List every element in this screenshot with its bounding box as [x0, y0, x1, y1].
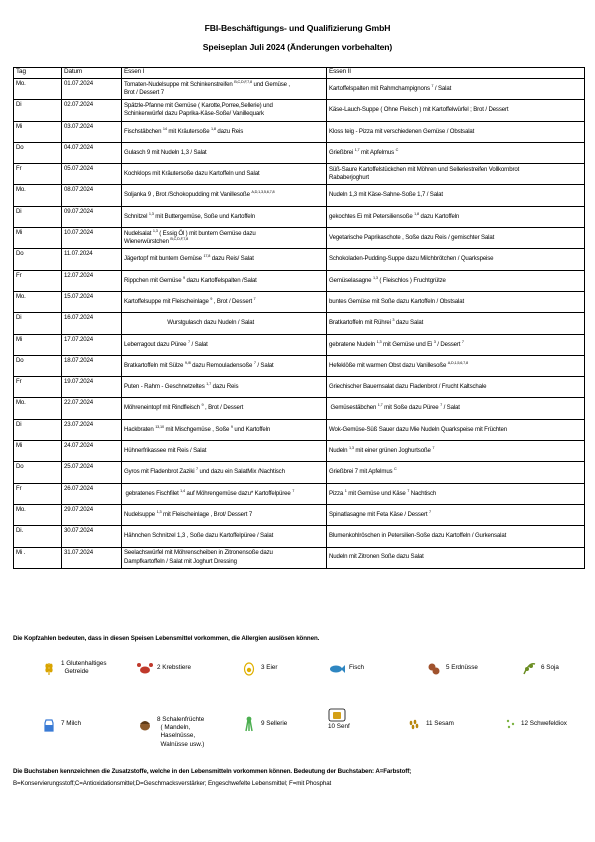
meal-2-cell: Nudeln $^{1,3}$ mit einer grünen Joghurtsoße $^7$: [327, 441, 585, 462]
day-cell: Mi: [14, 121, 62, 142]
table-row: [14, 206, 585, 227]
day-cell: Mo.: [14, 185, 62, 206]
meal-2-cell: Nudeln 1,3 mit Käse-Sahne-Soße 1,7 / Salat: [327, 185, 585, 206]
nut-icon: [136, 716, 154, 732]
day-cell: Di: [14, 206, 62, 227]
date-cell: 10.07.2024: [62, 228, 122, 249]
date-cell: 30.07.2024: [62, 526, 122, 547]
celery-icon: [240, 716, 258, 732]
table-row: [14, 355, 585, 376]
day-cell: Mi .: [14, 547, 62, 568]
date-cell: 29.07.2024: [62, 504, 122, 525]
meal-1-cell: Hähnchen Schnitzel 1,3 , Soße dazu Kartoffelpüree / Salat: [122, 526, 327, 547]
date-cell: 17.07.2024: [62, 334, 122, 355]
day-cell: Do: [14, 462, 62, 483]
table-header-row: [14, 68, 585, 79]
meal-1-cell: Hackbraten $^{13,10}$ mit Mischgemüse , Soße $^9$ und Kartoffeln: [122, 419, 327, 440]
meal-1-cell: Gyros mit Fladenbrot Zaziki $^7$ und dazu ein SalatMix /Nachtisch: [122, 462, 327, 483]
additives-note: Die Buchstaben kennzeichnen die Zusatzstoffe, welche in den Lebensmitteln vorkommen können. Bedeutung der Buchstaben: A=Farbstoff;: [13, 768, 412, 775]
date-cell: 05.07.2024: [62, 164, 122, 185]
meal-2-cell: Süß-Saure Kartoffelstückchen mit Möhren und Selleriestreifen Vollkornbrot Rababerjoghurt: [327, 164, 585, 185]
column-header-date: Datum: [62, 68, 122, 79]
table-row: [14, 398, 585, 419]
day-cell: Mi: [14, 334, 62, 355]
sulfite-icon: [500, 716, 518, 732]
allergen-label: 2 Krebstiere: [157, 663, 191, 671]
day-cell: Mo.: [14, 79, 62, 100]
day-cell: Fr: [14, 483, 62, 504]
table-row: [14, 142, 585, 163]
date-cell: 01.07.2024: [62, 79, 122, 100]
meal-1-cell: Schnitzel $^{1,3}$ mit Buttergemüse, Soße und Kartoffeln: [122, 206, 327, 227]
meal-1-cell: Seelachswürfel mit Möhrenscheiben in Zitronensoße dazu Dampfkartoffeln / Salat mit Joghurt Dressing: [122, 547, 327, 568]
allergen-item: [240, 716, 287, 732]
meal-1-cell: Hühnerfrikassee mit Reis / Salat: [122, 441, 327, 462]
milk-icon: [40, 716, 58, 732]
table-row: [14, 291, 585, 312]
allergen-label: 9 Sellerie: [261, 719, 288, 727]
meal-1-cell: gebratenes Fischfilet $^{1,4}$ auf Möhrengemüse dazu* Kartoffelpüree $^7$: [122, 483, 327, 504]
additives-legend: B=Konservierungsstoff;C=Antioxidationsmittel;D=Geschmacksverstärker; Engeschwefelte Lebensmittel; F=mit Phosphat: [13, 780, 332, 787]
meal-1-cell: Tomaten-Nudelsuppe mit Schinkenstreifen $^{B,C,D,F,7,8}$ und Gemüse , Brot / Dessert 7: [122, 79, 327, 100]
meal-2-cell: Vegetarische Paprikaschote , Soße dazu Reis / gemischter Salat: [327, 228, 585, 249]
meal-1-cell: Gulasch 9 mit Nudeln 1,3 / Salat: [122, 142, 327, 163]
day-cell: Di.: [14, 526, 62, 547]
day-cell: Do: [14, 142, 62, 163]
day-cell: Fr: [14, 270, 62, 291]
date-cell: 24.07.2024: [62, 441, 122, 462]
table-row: [14, 504, 585, 525]
table-row: [14, 228, 585, 249]
allergen-item: [136, 716, 204, 749]
allergen-item: [240, 660, 277, 676]
meal-1-cell: Rippchen mit Gemüse $^9$ dazu Kartoffelspalten /Salat: [122, 270, 327, 291]
date-cell: 26.07.2024: [62, 483, 122, 504]
meal-2-cell: Hefeklöße mit warmen Obst dazu Vanillesoße $^{A,D,1,5,6,7,8}$: [327, 355, 585, 376]
allergen-note: Die Kopfzahlen bedeuten, dass in diesen Speisen Lebensmittel vorkommen, die Allergien auslösen können.: [13, 635, 320, 642]
meal-2-cell: Schokoladen-Pudding-Suppe dazu Milchbrötchen / Quarkspeise: [327, 249, 585, 270]
table-row: [14, 270, 585, 291]
allergen-item: [328, 707, 350, 731]
allergen-item: [40, 660, 107, 676]
day-cell: Mi: [14, 441, 62, 462]
meal-2-cell: Bratkartoffeln mit Rührei $^3$ dazu Salat: [327, 313, 585, 334]
allergen-item: [136, 660, 191, 676]
date-cell: 02.07.2024: [62, 100, 122, 121]
menu-table: [13, 67, 585, 569]
allergen-label: 7 Milch: [61, 719, 81, 727]
date-cell: 11.07.2024: [62, 249, 122, 270]
allergen-label: 1 Glutenhaltiges Getreide: [61, 660, 107, 676]
table-row: [14, 334, 585, 355]
meal-2-cell: Griechischer Bauernsalat dazu Fladenbrot / Frucht Kaltschale: [327, 377, 585, 398]
table-row: [14, 79, 585, 100]
allergen-label: 12 Schwefeldiox: [521, 719, 567, 727]
allergen-item: [520, 660, 559, 676]
meal-1-cell: Nudelsalat $^{1,3}$ ( Essig Öl ) mit buntem Gemüse dazu Wienerwürstchen $^{B,C,D,F,7,8}$: [122, 228, 327, 249]
day-cell: Do: [14, 355, 62, 376]
allergen-label: 3 Eier: [261, 663, 278, 671]
crab-icon: [136, 660, 154, 676]
table-row: [14, 526, 585, 547]
column-header-day: Tag: [14, 68, 62, 79]
meal-1-cell: Nudelsuppe $^{1,3}$ mit Fleischeinlage , Brot/ Dessert 7: [122, 504, 327, 525]
meal-1-cell: Fischstäbchen $^{14}$ mit Kräutersoße $^{1,8}$ dazu Reis: [122, 121, 327, 142]
table-row: [14, 185, 585, 206]
table-row: [14, 441, 585, 462]
soy-icon: [520, 660, 538, 676]
meal-2-cell: Blumenkohlröschen in Petersilien-Soße dazu Kartoffeln / Gurkensalat: [327, 526, 585, 547]
meal-1-cell: Puten - Rahm - Geschnetzeltes $^{1,7}$ dazu Reis: [122, 377, 327, 398]
table-row: [14, 121, 585, 142]
meal-1-cell: Leberragout dazu Püree $^7$ / Salat: [122, 334, 327, 355]
table-row: [14, 547, 585, 568]
table-row: [14, 100, 585, 121]
allergen-item: [328, 660, 364, 676]
meal-2-cell: Gemüsestäbchen $^{1,7}$ mit Soße dazu Püree $^7$ / Salat: [327, 398, 585, 419]
egg-icon: [240, 660, 258, 676]
date-cell: 04.07.2024: [62, 142, 122, 163]
allergen-label: 8 Schalenfrüchte ( Mandeln, Haselnüsse, Walnüsse usw.): [157, 716, 205, 748]
allergen-item: [425, 660, 478, 676]
day-cell: Fr: [14, 377, 62, 398]
day-cell: Di: [14, 313, 62, 334]
meal-1-cell: Jägertopf mit buntem Gemüse $^{17,8}$ dazu Reis/ Salat: [122, 249, 327, 270]
table-row: [14, 249, 585, 270]
date-cell: 22.07.2024: [62, 398, 122, 419]
wheat-icon: [40, 660, 58, 676]
date-cell: 25.07.2024: [62, 462, 122, 483]
table-row: [14, 313, 585, 334]
meal-2-cell: Grießbrei $^{1,7}$ mit Apfelmus $^C$: [327, 142, 585, 163]
date-cell: 08.07.2024: [62, 185, 122, 206]
meal-1-cell: Kochklops mit Kräutersoße dazu Kartoffeln und Salat: [122, 164, 327, 185]
date-cell: 03.07.2024: [62, 121, 122, 142]
date-cell: 19.07.2024: [62, 377, 122, 398]
meal-2-cell: Kartoffelspalten mit Rahmchampignons $^7$ / Salat: [327, 79, 585, 100]
column-header-meal-1: Essen I: [122, 68, 327, 79]
date-cell: 23.07.2024: [62, 419, 122, 440]
date-cell: 16.07.2024: [62, 313, 122, 334]
meal-2-cell: gekochtes Ei mit Petersiliensoße $^{1,8}$ dazu Kartoffeln: [327, 206, 585, 227]
page-title: Speiseplan Juli 2024 (Änderungen vorbehalten): [202, 42, 393, 52]
fish-icon: [328, 660, 346, 676]
day-cell: Do: [14, 249, 62, 270]
meal-2-cell: gebratene Nudeln $^{1,3}$ mit Gemüse und Ei $^3$ / Dessert $^7$: [327, 334, 585, 355]
meal-2-cell: Käse-Lauch-Suppe ( Ohne Fleisch ) mit Kartoffelwürfel ; Brot / Dessert: [327, 100, 585, 121]
day-cell: Di: [14, 100, 62, 121]
meal-2-cell: Pizza $^1$ mit Gemüse und Käse $^7$ Nachtisch: [327, 483, 585, 504]
table-row: [14, 377, 585, 398]
meal-2-cell: Kloss teig - Pizza mit verschiedenen Gemüse / Obstsalat: [327, 121, 585, 142]
allergen-label: 6 Soja: [541, 663, 559, 671]
sesame-icon: [405, 716, 423, 732]
day-cell: Fr: [14, 164, 62, 185]
allergen-item: [405, 716, 454, 732]
allergen-label: 5 Erdnüsse: [446, 663, 478, 671]
meal-2-cell: Wok-Gemüse-Süß Sauer dazu Mie Nudeln Quarkspeise mit Früchten: [327, 419, 585, 440]
meal-2-cell: Gemüselasagne $^{1,3}$ ( Fleischlos ) Fruchtgrütze: [327, 270, 585, 291]
day-cell: Mo.: [14, 504, 62, 525]
day-cell: Mo.: [14, 291, 62, 312]
allergen-item: [40, 716, 81, 732]
date-cell: 12.07.2024: [62, 270, 122, 291]
meal-1-cell: Bratkartoffeln mit Sülze $^{9,/8}$ dazu Remouladensoße $^7$ / Salat: [122, 355, 327, 376]
meal-1-cell: Möhreneintopf mit Rindfleisch $^9$ , Brot / Dessert: [122, 398, 327, 419]
table-row: [14, 419, 585, 440]
table-row: [14, 164, 585, 185]
meal-1-cell: Spätzle-Pfanne mit Gemüse ( Karotte,Porree,Sellerie) und Schinkenwürfel dazu Paprika-Käse-Soße/ Vanillequark: [122, 100, 327, 121]
table-row: [14, 462, 585, 483]
meal-1-cell: Wurstgulasch dazu Nudeln / Salat: [122, 313, 327, 334]
meal-2-cell: Spinatlasagne mit Feta Käse / Dessert $^7$: [327, 504, 585, 525]
org-name: FBI-Beschäftigungs- und Qualifizierung GmbH: [204, 23, 391, 33]
column-header-meal-2: Essen II: [327, 68, 585, 79]
date-cell: 09.07.2024: [62, 206, 122, 227]
peanut-icon: [425, 660, 443, 676]
allergen-item: [500, 716, 567, 732]
mustard-icon: [328, 707, 346, 723]
day-cell: Di: [14, 419, 62, 440]
date-cell: 31.07.2024: [62, 547, 122, 568]
table-row: [14, 483, 585, 504]
day-cell: Mo.: [14, 398, 62, 419]
meal-2-cell: buntes Gemüse mit Soße dazu Kartoffeln / Obstsalat: [327, 291, 585, 312]
meal-2-cell: Grießbrei 7 mit Apfelmus $^C$: [327, 462, 585, 483]
menu-table-body: [14, 79, 585, 569]
meal-2-cell: Nudeln mit Zitronen Soße dazu Salat: [327, 547, 585, 568]
day-cell: Mi: [14, 228, 62, 249]
meal-1-cell: Kartoffelsuppe mit Fleischeinlage $^9$ , Brot / Dessert $^7$: [122, 291, 327, 312]
meal-1-cell: Soljanka 9 , Brot /Schokopudding mit Vanillesoße $^{A,D,1,3,5,6,7,8}$: [122, 185, 327, 206]
date-cell: 15.07.2024: [62, 291, 122, 312]
allergen-label: 11 Sesam: [426, 719, 454, 727]
allergen-label: Fisch: [349, 663, 365, 671]
allergen-label: 10 Senf: [328, 723, 350, 730]
date-cell: 18.07.2024: [62, 355, 122, 376]
